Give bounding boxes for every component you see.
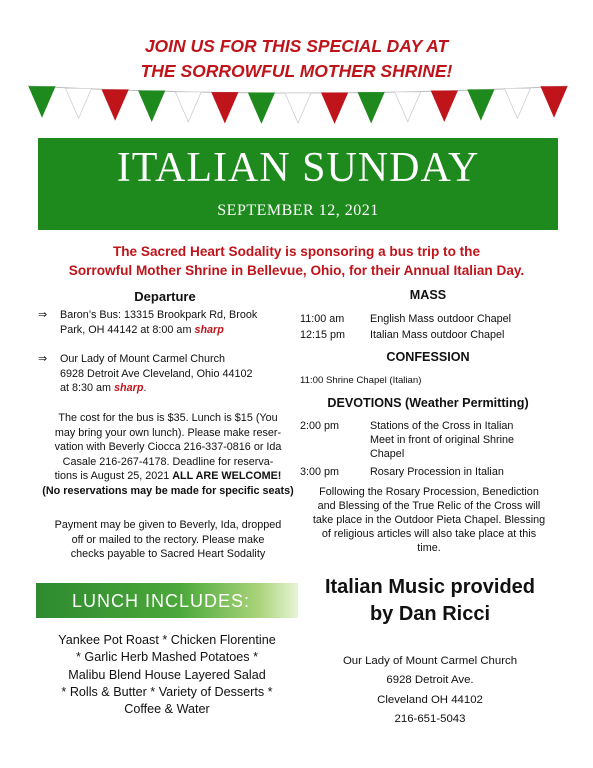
departure-item-line: Baron’s Bus: 13315 Brookpark Rd, Brook: [60, 309, 258, 321]
pennant-flag: [358, 92, 384, 122]
right-arrow-icon: ⇒: [38, 309, 48, 321]
lunch-menu: [28, 632, 306, 718]
schedule-description: Rosary Procession in Italian: [370, 466, 504, 478]
sponsor-line-2: Sorrowful Mother Shrine in Bellevue, Ohio, for their Annual Italian Day.: [68, 263, 525, 278]
departure-item-line: Park, OH 44142 at 8:00 am: [60, 323, 192, 336]
cost-line: may bring your own lunch). Please make reser-: [54, 426, 282, 439]
pennant-flag: [212, 92, 238, 122]
all-welcome-text: ALL ARE WELCOME!: [172, 470, 282, 482]
pennant-flag: [322, 93, 348, 123]
right-arrow-icon: ⇒: [38, 353, 48, 365]
invitation-header: [0, 34, 593, 84]
schedule-description: Meet in front of original Shrine: [370, 434, 515, 446]
devotions-heading: DEVOTIONS (Weather Permitting): [327, 396, 529, 410]
menu-line: Yankee Pot Roast * Chicken Florentine: [58, 633, 276, 647]
sharp-emphasis: sharp: [194, 323, 224, 336]
schedule-time: 11:00 am: [300, 313, 345, 325]
lunch-heading-bar: [36, 583, 298, 618]
pennant-flag: [541, 87, 567, 117]
benediction-line: and Blessing of the True Relic of the Cross will: [317, 500, 541, 512]
cost-paragraph: [36, 411, 300, 498]
church-address: [300, 652, 560, 729]
reservation-note: (No reservations may be made for specific seats): [42, 484, 294, 497]
pennant-flag: [468, 90, 494, 120]
pennant-flag: [431, 91, 457, 121]
bunting-flags-decoration: [28, 84, 568, 134]
cost-line: tions is August 25, 2021: [54, 470, 170, 482]
benediction-line: Following the Rosary Procession, Benediction: [319, 486, 539, 498]
lunch-heading: LUNCH INCLUDES:: [72, 591, 251, 611]
menu-line: Malibu Blend House Layered Salad: [68, 667, 266, 682]
cost-line: Casale 216-267-4178. Deadline for reserva-: [62, 455, 274, 468]
mass-heading: MASS: [409, 288, 447, 302]
confession-heading: CONFESSION: [386, 350, 470, 364]
sharp-emphasis: sharp: [114, 382, 144, 394]
payment-line: off or mailed to the rectory. Please make: [71, 533, 265, 546]
music-line: Italian Music provided: [324, 576, 536, 598]
departure-item-line: at 8:30 am: [60, 382, 112, 394]
pennant-flag: [395, 92, 421, 122]
benediction-line: take place in the Outdoor Pieta Chapel. Blessing: [312, 514, 546, 526]
schedule-description: Chapel: [370, 448, 405, 460]
schedule-description: Stations of the Cross in Italian: [370, 420, 514, 432]
confession-time: 11:00 Shrine Chapel (Italian): [300, 375, 422, 386]
departure-item-line: Our Lady of Mount Carmel Church: [60, 353, 226, 365]
payment-line: Payment may be given to Beverly, Ida, dropped: [54, 519, 282, 531]
schedule-description: Italian Mass outdoor Chapel: [370, 329, 505, 341]
payment-line: checks payable to Sacred Heart Sodality: [70, 548, 266, 560]
sponsor-statement: [0, 242, 593, 280]
church-city: Cleveland OH 44102: [377, 693, 483, 706]
title-banner: [38, 138, 558, 230]
schedule-time: 3:00 pm: [300, 466, 340, 478]
menu-line: * Rolls & Butter * Variety of Desserts *: [61, 684, 273, 699]
church-name: Our Lady of Mount Carmel Church: [342, 655, 518, 667]
schedule-time: 2:00 pm: [300, 420, 340, 432]
invitation-line-1: JOIN US FOR THIS SPECIAL DAY AT: [144, 36, 449, 56]
church-street: 6928 Detroit Ave.: [386, 674, 474, 687]
pennant-flag: [29, 87, 55, 117]
music-line: by Dan Ricci: [369, 603, 491, 625]
pennant-flag: [66, 88, 92, 118]
departure-item-line: 6928 Detroit Ave Cleveland, Ohio 44102: [60, 367, 253, 380]
benediction-paragraph: [296, 485, 562, 555]
pennant-flag: [285, 93, 311, 123]
pennant-flag: [102, 90, 128, 120]
cost-line: The cost for the bus is $35. Lunch is $15 (You: [58, 412, 278, 424]
pennant-flag: [139, 91, 165, 121]
schedule-time: 12:15 pm: [300, 329, 346, 341]
pennant-flag: [504, 88, 530, 118]
event-date: SEPTEMBER 12, 2021: [217, 202, 379, 219]
pennant-flag: [248, 93, 274, 123]
church-phone: 216-651-5043: [394, 712, 466, 725]
schedule-description: English Mass outdoor Chapel: [370, 313, 512, 325]
departure-heading: Departure: [134, 289, 196, 304]
cost-line: vation with Beverly Ciocca 216-337-0816 or Ida: [54, 441, 282, 453]
music-announcement: [300, 574, 560, 628]
pennant-flag: [175, 92, 201, 122]
menu-line: * Garlic Herb Mashed Potatoes *: [76, 650, 258, 665]
benediction-line: time.: [417, 542, 441, 554]
event-title: ITALIAN SUNDAY: [116, 145, 480, 191]
menu-line: Coffee & Water: [124, 702, 210, 717]
benediction-line: of religious articles will also take place at this: [321, 528, 537, 540]
payment-paragraph: [36, 518, 300, 562]
sponsor-line-1: The Sacred Heart Sodality is sponsoring a bus trip to the: [112, 244, 481, 259]
invitation-line-2: THE SORROWFUL MOTHER SHRINE!: [140, 61, 453, 81]
